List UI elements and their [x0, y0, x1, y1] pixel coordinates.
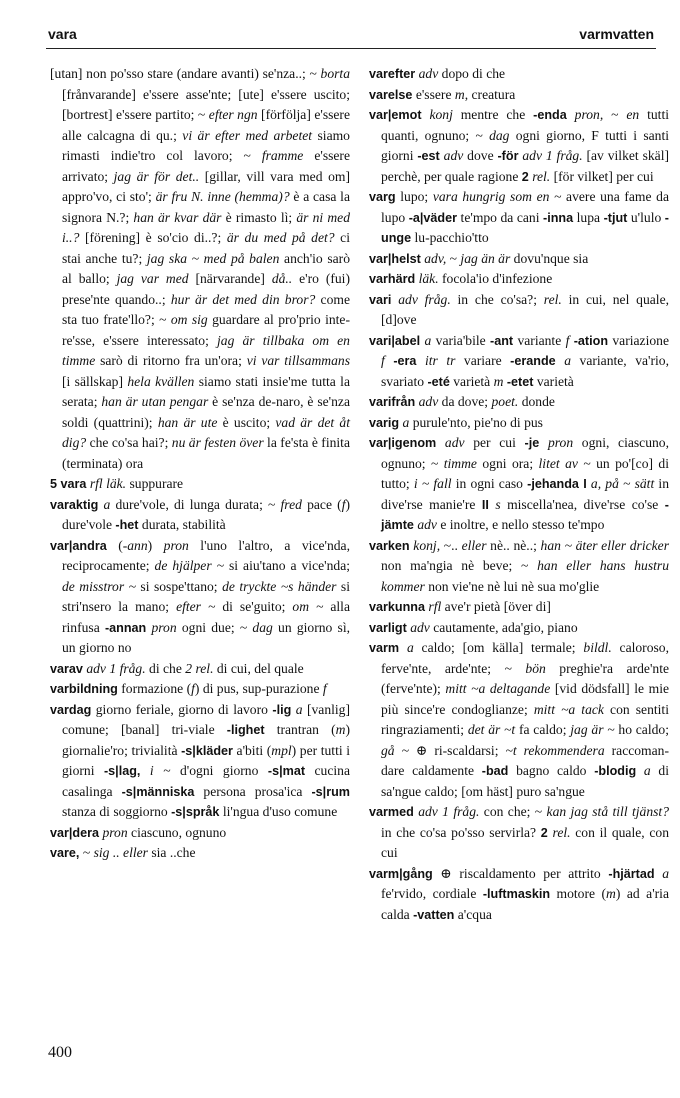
dictionary-entry: var|emot konj mentre che -enda pron, ~ en tutti quanti, ognuno; ~ dag ogni giorno, F tutti i santi giorni -est adv dove -för adv 1 fråg. [av vilket skäl] perchè, per quale ragione 2 rel. [för vilket] per cui — [369, 107, 669, 184]
dictionary-entry: [utan] non po'sso stare (andare avanti) se'nza..; ~ borta [frånvarande] e'ssere asse'nte; [ute] e'ssere uscito; [bortrest] e'ssere partito; ~ efter ngn [förfölja] e'ssere alle calcagna di qu.; vi är efter med arbetet siamo rimasti indie'tro col lavoro; ~ framme e'ssere arrivato; jag är för det.. [gillar, vill vara med om] appro'vo, ci sto'; är fru N. inne (hemma)? è a casa la signora N.?; han är kvar där è rimasto lì; är ni med i..? [förening] è so'cio di..?; är du med på det? ci stai anche tu?; jag ska ~ med på balen anch'io sarò al ballo; jag var med [närvarande] då.. e'ro (fui) prese'nte quando..; hur är det med din bror? come sta tuo frate'llo?; ~ om sig guardare al pro'prio inte-re'sse, e'ssere interessato; jag är tillbaka om en timme sarò di ritorno fra un'ora; vi var tillsammans [i sällskap] hela kvällen siamo stati insie'me tutta la serata; han är utan pengar è se'nza de-naro, è se'nza soldi (quattrini); han är ute è uscito; vad är det åt dig? che co'sa hai?; nu är festen över la fe'sta è finita (terminata) ora — [50, 66, 351, 471]
left-column — [50, 64, 350, 864]
dictionary-entry: varmed adv 1 fråg. con che; ~ kan jag stå till tjänst? in che co'sa po'sso servirla? 2 rel. con il quale, con cui — [369, 804, 670, 860]
dictionary-entry: var|andra (-ann) pron l'uno l'altro, a vice'nda, reciprocamente; de hjälper ~ si aiu'tano a vice'nda; de misstror ~ si sospe'ttano; de tryckte ~s händer si stri'nsero la mano; efter ~ di se'guito; om ~ alla rinfusa -annan pron ogni due; ~ dag un giorno sì, un giorno no — [50, 537, 350, 655]
page-number: 400 — [48, 1044, 72, 1061]
dictionary-entry: var|dera pron ciascuno, ognuno — [50, 824, 227, 840]
dictionary-entry: varifrån adv da dove; poet. donde — [369, 394, 555, 409]
dictionary-entry: var|igenom adv per cui -je pron ogni, ciascuno, ognuno; ~ timme ogni ora; litet av ~ un po'[co] di tutto; i ~ fall in ogni caso -jehanda I a, på ~ sätt in dive'rse manie're II s miscella'nea, dive'rse co'se -jämte adv e inoltre, e nello stesso te'mpo — [369, 435, 669, 532]
dictionary-entry: varav adv 1 fråg. di che 2 rel. di cui, del quale — [50, 660, 304, 676]
dictionary-entry: varelse e'ssere m, creatura — [369, 86, 516, 102]
dictionary-entry: var|helst adv, ~ jag än är dovu'nque sia — [369, 250, 589, 266]
dictionary-entry: varig a purule'nto, pie'no di pus — [369, 414, 543, 430]
dictionary-entry: vardag giorno feriale, giorno di lavoro -lig a [vanlig] comune; [banal] tri-viale -lighet trantran (m) giornalie'ro; trivialità -s|kläder a'biti (mpl) per tutti i giorni -s|lag, i ~ d'ogni giorno -s|mat cucina casalinga -s|människa persona prosa'ica -s|rum stanza di soggiorno -s|språk li'ngua d'uso comune — [50, 701, 350, 819]
running-header-left: vara — [48, 26, 77, 42]
dictionary-entry: varligt adv cautamente, ada'gio, piano — [369, 619, 578, 635]
dictionary-entry: varhärd läk. focola'io d'infezione — [369, 271, 553, 286]
dictionary-entry: varaktig a dure'vole, di lunga durata; ~ fred pace (f) dure'vole -het durata, stabilità — [50, 496, 350, 532]
dictionary-entry: varm a caldo; [om källa] termale; bildl. caloroso, ferve'nte, arde'nte; ~ bön preghie'ra arde'nte (ferve'nte); mitt ~a deltagande [vid dödsfall] le mie più since're condoglianze; mitt ~a tack con sentiti ringraziamenti; det är ~t fa caldo; jag är ~ ho caldo; gå ~ ⊕ ri-scaldarsi; ~t rekommendera raccoman-dare caldamente -bad bagno caldo -blodig a di sa'ngue caldo; [om häst] puro sa'ngue — [369, 640, 670, 799]
dictionary-entry: varm|gång ⊕ riscaldamento per attrito -hjärtad a fe'rvido, cordiale -luftmaskin motore (m) ad a'ria calda -vatten a'cqua — [369, 865, 669, 922]
dictionary-entry: varbildning formazione (f) di pus, sup-purazione f — [50, 681, 327, 696]
dictionary-entry: varken konj, ~.. eller nè.. nè..; han ~ äter eller dricker non ma'ngia nè beve; ~ han eller hans hustru kommer non vie'ne nè lui nè sua mo'glie — [369, 537, 670, 594]
dictionary-entry: vari adv fråg. in che co'sa?; rel. in cui, nel quale, [d]ove — [369, 291, 669, 327]
header-rule — [46, 48, 656, 49]
dictionary-entry: vare, ~ sig .. eller sia ..che — [50, 845, 196, 860]
dictionary-entry: 5 vara rfl läk. suppurare — [50, 476, 184, 491]
dictionary-entry: varkunna rfl ave'r pietà [över di] — [369, 599, 551, 614]
right-column — [369, 64, 669, 925]
dictionary-entry: vari|abel a varia'bile -ant variante f -ation variazione f -era itr tr variare -erande a variante, va'rio, svariato -eté varietà m -etet varietà — [369, 332, 669, 389]
running-header-right: varmvatten — [579, 26, 654, 42]
dictionary-entry: varefter adv dopo di che — [369, 66, 506, 81]
dictionary-entry: varg lupo; vara hungrig som en ~ avere una fame da lupo -a|väder te'mpo da cani -inna lupa -tjut u'lulo -unge lu-pacchio'tto — [369, 189, 669, 245]
